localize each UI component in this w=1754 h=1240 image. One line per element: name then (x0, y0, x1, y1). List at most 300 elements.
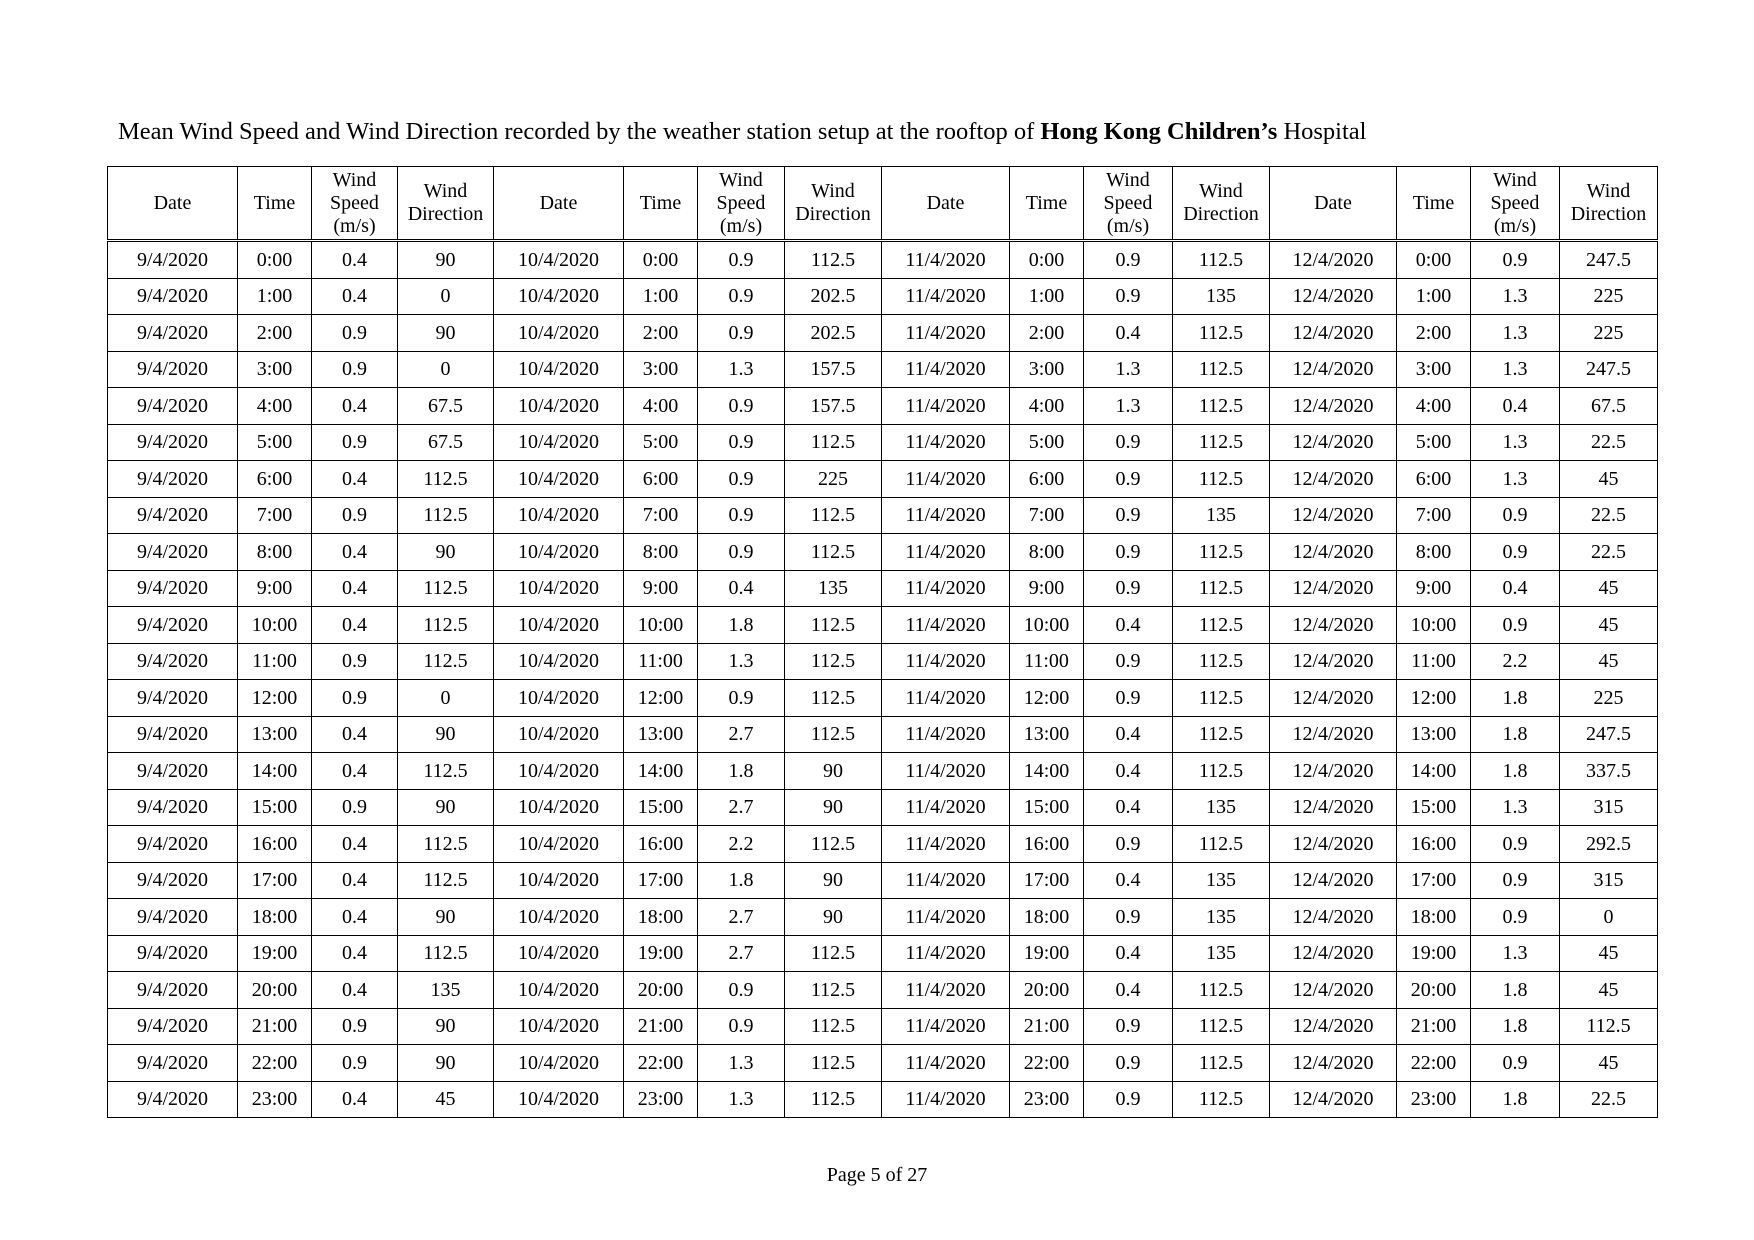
column-header: Time (1397, 167, 1471, 241)
table-cell: 16:00 (1010, 826, 1084, 863)
table-cell: 0.9 (1471, 899, 1560, 936)
table-cell: 0.9 (312, 1008, 398, 1045)
table-row (108, 461, 1658, 498)
table-header (108, 167, 1658, 241)
table-cell: 11/4/2020 (882, 680, 1010, 717)
table-cell: 12/4/2020 (1270, 497, 1397, 534)
table-cell: 12/4/2020 (1270, 534, 1397, 571)
table-cell: 0.9 (312, 424, 398, 461)
table-title (118, 117, 1366, 147)
table-cell: 112.5 (785, 1045, 882, 1082)
table-cell: 16:00 (624, 826, 698, 863)
table-cell: 0.4 (312, 607, 398, 644)
table-cell: 14:00 (624, 753, 698, 790)
table-cell: 10/4/2020 (494, 972, 624, 1009)
table-cell: 12/4/2020 (1270, 241, 1397, 279)
table-title-suffix: Hospital (1277, 118, 1367, 145)
table-cell: 1.8 (1471, 680, 1560, 717)
table-cell: 22:00 (624, 1045, 698, 1082)
table-cell: 7:00 (1010, 497, 1084, 534)
table-cell: 6:00 (238, 461, 312, 498)
table-cell: 11:00 (1010, 643, 1084, 680)
table-cell: 0.9 (698, 388, 785, 425)
table-cell: 0.9 (1084, 643, 1173, 680)
table-cell: 2.2 (698, 826, 785, 863)
table-cell: 1.8 (698, 753, 785, 790)
table-cell: 7:00 (238, 497, 312, 534)
table-cell: 90 (398, 716, 494, 753)
table-cell: 112.5 (1173, 388, 1270, 425)
table-cell: 17:00 (1010, 862, 1084, 899)
table-row (108, 570, 1658, 607)
table-cell: 11/4/2020 (882, 753, 1010, 790)
table-cell: 112.5 (785, 716, 882, 753)
table-cell: 13:00 (624, 716, 698, 753)
table-cell: 0.9 (698, 278, 785, 315)
table-cell: 9/4/2020 (108, 716, 238, 753)
table-cell: 12/4/2020 (1270, 716, 1397, 753)
table-cell: 247.5 (1560, 351, 1658, 388)
table-cell: 12/4/2020 (1270, 388, 1397, 425)
table-cell: 3:00 (1010, 351, 1084, 388)
table-cell: 0.4 (1084, 789, 1173, 826)
table-cell: 0 (1560, 899, 1658, 936)
table-cell: 45 (1560, 570, 1658, 607)
table-cell: 0.4 (312, 241, 398, 279)
table-cell: 0 (398, 680, 494, 717)
table-cell: 112.5 (1173, 241, 1270, 279)
table-cell: 135 (1173, 497, 1270, 534)
table-cell: 11:00 (1397, 643, 1471, 680)
table-cell: 90 (785, 899, 882, 936)
table-cell: 9/4/2020 (108, 1081, 238, 1118)
table-cell: 10/4/2020 (494, 570, 624, 607)
table-cell: 1.3 (698, 1081, 785, 1118)
column-header: Wind Speed (m/s) (698, 167, 785, 241)
table-cell: 1:00 (1010, 278, 1084, 315)
table-cell: 112.5 (785, 680, 882, 717)
table-cell: 45 (1560, 643, 1658, 680)
table-cell: 112.5 (398, 935, 494, 972)
table-cell: 0.4 (312, 826, 398, 863)
table-cell: 0.4 (1084, 315, 1173, 352)
table-cell: 9/4/2020 (108, 753, 238, 790)
table-row (108, 497, 1658, 534)
table-cell: 45 (1560, 1045, 1658, 1082)
header-row (108, 167, 1658, 241)
table-cell: 1.3 (1471, 424, 1560, 461)
table-cell: 45 (1560, 935, 1658, 972)
table-cell: 5:00 (1397, 424, 1471, 461)
table-cell: 0.9 (1084, 424, 1173, 461)
table-cell: 1.3 (1471, 315, 1560, 352)
table-cell: 0.4 (1084, 935, 1173, 972)
table-cell: 12/4/2020 (1270, 643, 1397, 680)
table-cell: 9/4/2020 (108, 1045, 238, 1082)
table-cell: 0.9 (698, 461, 785, 498)
table-cell: 0.9 (1084, 1008, 1173, 1045)
table-cell: 337.5 (1560, 753, 1658, 790)
table-cell: 15:00 (1010, 789, 1084, 826)
table-cell: 10/4/2020 (494, 716, 624, 753)
table-cell: 0.9 (312, 680, 398, 717)
table-cell: 12/4/2020 (1270, 570, 1397, 607)
table-cell: 18:00 (238, 899, 312, 936)
table-cell: 1:00 (624, 278, 698, 315)
table-cell: 0.9 (1084, 534, 1173, 571)
table-cell: 9/4/2020 (108, 607, 238, 644)
table-cell: 12/4/2020 (1270, 753, 1397, 790)
table-cell: 2:00 (238, 315, 312, 352)
table-cell: 9/4/2020 (108, 534, 238, 571)
table-cell: 2.2 (1471, 643, 1560, 680)
table-row (108, 388, 1658, 425)
table-cell: 3:00 (1397, 351, 1471, 388)
table-cell: 2.7 (698, 899, 785, 936)
table-cell: 45 (1560, 972, 1658, 1009)
column-header: Wind Direction (398, 167, 494, 241)
table-cell: 0.9 (1471, 534, 1560, 571)
table-cell: 12/4/2020 (1270, 1008, 1397, 1045)
table-cell: 0.4 (312, 461, 398, 498)
table-cell: 1.8 (1471, 1081, 1560, 1118)
table-cell: 112.5 (1173, 1008, 1270, 1045)
table-cell: 11/4/2020 (882, 315, 1010, 352)
table-cell: 20:00 (238, 972, 312, 1009)
table-row (108, 972, 1658, 1009)
table-cell: 9/4/2020 (108, 826, 238, 863)
table-cell: 9/4/2020 (108, 862, 238, 899)
table-cell: 0.4 (1471, 388, 1560, 425)
table-cell: 6:00 (1397, 461, 1471, 498)
table-cell: 11/4/2020 (882, 1008, 1010, 1045)
table-cell: 9/4/2020 (108, 241, 238, 279)
table-cell: 4:00 (238, 388, 312, 425)
table-cell: 4:00 (624, 388, 698, 425)
table-cell: 1.8 (1471, 972, 1560, 1009)
table-cell: 112.5 (1560, 1008, 1658, 1045)
table-row (108, 935, 1658, 972)
table-cell: 10/4/2020 (494, 1008, 624, 1045)
table-cell: 0.9 (1084, 278, 1173, 315)
column-header: Time (624, 167, 698, 241)
table-cell: 9/4/2020 (108, 643, 238, 680)
table-cell: 9/4/2020 (108, 315, 238, 352)
table-cell: 10:00 (1010, 607, 1084, 644)
table-cell: 112.5 (1173, 424, 1270, 461)
table-cell: 10/4/2020 (494, 643, 624, 680)
table-cell: 112.5 (785, 241, 882, 279)
table-cell: 0.4 (1084, 972, 1173, 1009)
table-cell: 11/4/2020 (882, 826, 1010, 863)
table-cell: 11/4/2020 (882, 607, 1010, 644)
table-cell: 0.4 (312, 278, 398, 315)
table-cell: 0.9 (698, 534, 785, 571)
table-row (108, 643, 1658, 680)
table-cell: 247.5 (1560, 241, 1658, 279)
table-cell: 8:00 (624, 534, 698, 571)
table-cell: 112.5 (1173, 972, 1270, 1009)
column-header: Wind Direction (785, 167, 882, 241)
table-cell: 6:00 (624, 461, 698, 498)
column-header: Wind Speed (m/s) (312, 167, 398, 241)
wind-data-table (107, 166, 1658, 1118)
table-cell: 15:00 (624, 789, 698, 826)
table-cell: 12/4/2020 (1270, 351, 1397, 388)
table-cell: 112.5 (1173, 680, 1270, 717)
table-cell: 11/4/2020 (882, 862, 1010, 899)
table-cell: 0.4 (312, 935, 398, 972)
table-cell: 11/4/2020 (882, 899, 1010, 936)
table-cell: 19:00 (624, 935, 698, 972)
table-cell: 1.3 (1471, 935, 1560, 972)
table-row (108, 1045, 1658, 1082)
table-cell: 9/4/2020 (108, 388, 238, 425)
table-cell: 135 (1173, 278, 1270, 315)
table-cell: 0.9 (1084, 461, 1173, 498)
table-cell: 11/4/2020 (882, 388, 1010, 425)
table-cell: 2:00 (1397, 315, 1471, 352)
table-cell: 16:00 (238, 826, 312, 863)
table-cell: 11/4/2020 (882, 643, 1010, 680)
table-cell: 0.4 (1471, 570, 1560, 607)
table-cell: 0.4 (1084, 607, 1173, 644)
table-cell: 12/4/2020 (1270, 1081, 1397, 1118)
table-row (108, 315, 1658, 352)
table-cell: 112.5 (1173, 351, 1270, 388)
table-cell: 1.8 (1471, 753, 1560, 790)
table-cell: 112.5 (785, 935, 882, 972)
table-cell: 9:00 (1010, 570, 1084, 607)
table-cell: 157.5 (785, 388, 882, 425)
table-cell: 225 (1560, 315, 1658, 352)
table-cell: 10/4/2020 (494, 1045, 624, 1082)
table-cell: 0.9 (1084, 497, 1173, 534)
table-cell: 12/4/2020 (1270, 935, 1397, 972)
table-cell: 15:00 (238, 789, 312, 826)
table-cell: 112.5 (785, 972, 882, 1009)
table-cell: 45 (398, 1081, 494, 1118)
table-cell: 11:00 (624, 643, 698, 680)
table-cell: 23:00 (1010, 1081, 1084, 1118)
table-cell: 3:00 (238, 351, 312, 388)
table-cell: 5:00 (238, 424, 312, 461)
table-cell: 0.9 (312, 789, 398, 826)
table-cell: 9/4/2020 (108, 351, 238, 388)
table-cell: 202.5 (785, 315, 882, 352)
table-cell: 10/4/2020 (494, 607, 624, 644)
table-row (108, 424, 1658, 461)
table-row (108, 534, 1658, 571)
table-cell: 7:00 (624, 497, 698, 534)
table-cell: 12/4/2020 (1270, 789, 1397, 826)
table-cell: 18:00 (1010, 899, 1084, 936)
table-cell: 0.4 (312, 534, 398, 571)
table-cell: 90 (398, 241, 494, 279)
table-cell: 9/4/2020 (108, 461, 238, 498)
table-cell: 10:00 (624, 607, 698, 644)
table-cell: 0.9 (312, 497, 398, 534)
table-cell: 7:00 (1397, 497, 1471, 534)
table-cell: 14:00 (1397, 753, 1471, 790)
table-cell: 9/4/2020 (108, 789, 238, 826)
table-cell: 4:00 (1010, 388, 1084, 425)
table-cell: 112.5 (1173, 461, 1270, 498)
table-cell: 9/4/2020 (108, 570, 238, 607)
table-cell: 225 (1560, 680, 1658, 717)
table-cell: 112.5 (398, 607, 494, 644)
column-header: Wind Speed (m/s) (1084, 167, 1173, 241)
table-cell: 12/4/2020 (1270, 1045, 1397, 1082)
table-row (108, 1008, 1658, 1045)
table-cell: 0.9 (1084, 680, 1173, 717)
table-cell: 112.5 (1173, 534, 1270, 571)
table-cell: 2:00 (1010, 315, 1084, 352)
table-cell: 112.5 (1173, 1045, 1270, 1082)
table-cell: 12:00 (624, 680, 698, 717)
table-cell: 21:00 (238, 1008, 312, 1045)
table-cell: 11/4/2020 (882, 716, 1010, 753)
table-cell: 1.8 (1471, 716, 1560, 753)
table-cell: 11/4/2020 (882, 497, 1010, 534)
table-cell: 12/4/2020 (1270, 826, 1397, 863)
table-cell: 12/4/2020 (1270, 315, 1397, 352)
table-cell: 90 (398, 899, 494, 936)
table-cell: 112.5 (1173, 716, 1270, 753)
table-cell: 112.5 (1173, 607, 1270, 644)
table-cell: 0.9 (698, 680, 785, 717)
table-cell: 10/4/2020 (494, 351, 624, 388)
table-cell: 1.3 (1471, 278, 1560, 315)
table-cell: 0:00 (1397, 241, 1471, 279)
table-cell: 0.9 (1084, 826, 1173, 863)
table-cell: 0 (398, 278, 494, 315)
table-cell: 0.9 (698, 315, 785, 352)
table-cell: 0.9 (698, 241, 785, 279)
table-cell: 22:00 (238, 1045, 312, 1082)
table-cell: 9/4/2020 (108, 680, 238, 717)
table-cell: 10/4/2020 (494, 241, 624, 279)
table-cell: 10/4/2020 (494, 278, 624, 315)
table-cell: 0 (398, 351, 494, 388)
table-cell: 5:00 (624, 424, 698, 461)
table-cell: 90 (785, 753, 882, 790)
table-cell: 8:00 (1010, 534, 1084, 571)
table-cell: 11/4/2020 (882, 461, 1010, 498)
table-cell: 315 (1560, 862, 1658, 899)
table-cell: 10/4/2020 (494, 388, 624, 425)
table-body (108, 241, 1658, 1118)
table-cell: 0.4 (312, 899, 398, 936)
table-cell: 0.4 (312, 388, 398, 425)
table-cell: 22:00 (1010, 1045, 1084, 1082)
table-cell: 112.5 (398, 643, 494, 680)
table-cell: 3:00 (624, 351, 698, 388)
table-cell: 18:00 (624, 899, 698, 936)
table-cell: 0.4 (312, 972, 398, 1009)
table-cell: 90 (398, 315, 494, 352)
table-cell: 135 (1173, 935, 1270, 972)
table-row (108, 862, 1658, 899)
column-header: Date (108, 167, 238, 241)
table-cell: 90 (398, 1008, 494, 1045)
table-cell: 112.5 (785, 497, 882, 534)
table-cell: 21:00 (624, 1008, 698, 1045)
column-header: Wind Direction (1560, 167, 1658, 241)
table-cell: 12/4/2020 (1270, 278, 1397, 315)
table-cell: 67.5 (398, 388, 494, 425)
table-cell: 22.5 (1560, 1081, 1658, 1118)
table-cell: 67.5 (398, 424, 494, 461)
table-row (108, 351, 1658, 388)
table-cell: 0.9 (312, 1045, 398, 1082)
table-cell: 10:00 (238, 607, 312, 644)
table-cell: 112.5 (785, 1081, 882, 1118)
table-cell: 112.5 (398, 826, 494, 863)
table-row (108, 607, 1658, 644)
table-cell: 0.4 (312, 716, 398, 753)
table-cell: 0.9 (1471, 607, 1560, 644)
table-cell: 0.9 (1471, 1045, 1560, 1082)
table-cell: 112.5 (785, 826, 882, 863)
table-cell: 1.3 (698, 643, 785, 680)
table-cell: 23:00 (624, 1081, 698, 1118)
column-header: Date (494, 167, 624, 241)
table-row (108, 753, 1658, 790)
table-cell: 9/4/2020 (108, 424, 238, 461)
table-cell: 12/4/2020 (1270, 862, 1397, 899)
table-cell: 1.3 (698, 351, 785, 388)
table-cell: 1.3 (1471, 461, 1560, 498)
table-cell: 90 (785, 862, 882, 899)
table-cell: 4:00 (1397, 388, 1471, 425)
table-cell: 12/4/2020 (1270, 680, 1397, 717)
table-cell: 14:00 (238, 753, 312, 790)
column-header: Time (238, 167, 312, 241)
table-cell: 1.8 (1471, 1008, 1560, 1045)
table-cell: 13:00 (1397, 716, 1471, 753)
table-cell: 17:00 (624, 862, 698, 899)
table-cell: 8:00 (1397, 534, 1471, 571)
table-cell: 10:00 (1397, 607, 1471, 644)
table-cell: 67.5 (1560, 388, 1658, 425)
table-cell: 2.7 (698, 935, 785, 972)
table-cell: 10/4/2020 (494, 899, 624, 936)
table-cell: 9:00 (624, 570, 698, 607)
table-cell: 0.4 (1084, 862, 1173, 899)
table-cell: 22.5 (1560, 534, 1658, 571)
table-row (108, 899, 1658, 936)
table-cell: 0.4 (698, 570, 785, 607)
table-cell: 0.9 (312, 351, 398, 388)
table-cell: 11/4/2020 (882, 1045, 1010, 1082)
table-cell: 90 (398, 789, 494, 826)
table-cell: 12:00 (1010, 680, 1084, 717)
table-cell: 19:00 (238, 935, 312, 972)
table-cell: 10/4/2020 (494, 680, 624, 717)
table-cell: 292.5 (1560, 826, 1658, 863)
table-cell: 112.5 (1173, 643, 1270, 680)
table-row (108, 278, 1658, 315)
table-cell: 23:00 (1397, 1081, 1471, 1118)
table-cell: 10/4/2020 (494, 315, 624, 352)
table-cell: 112.5 (398, 753, 494, 790)
table-cell: 9/4/2020 (108, 1008, 238, 1045)
table-cell: 17:00 (238, 862, 312, 899)
table-cell: 0.9 (1084, 1081, 1173, 1118)
table-cell: 20:00 (1010, 972, 1084, 1009)
table-cell: 0.4 (1084, 753, 1173, 790)
